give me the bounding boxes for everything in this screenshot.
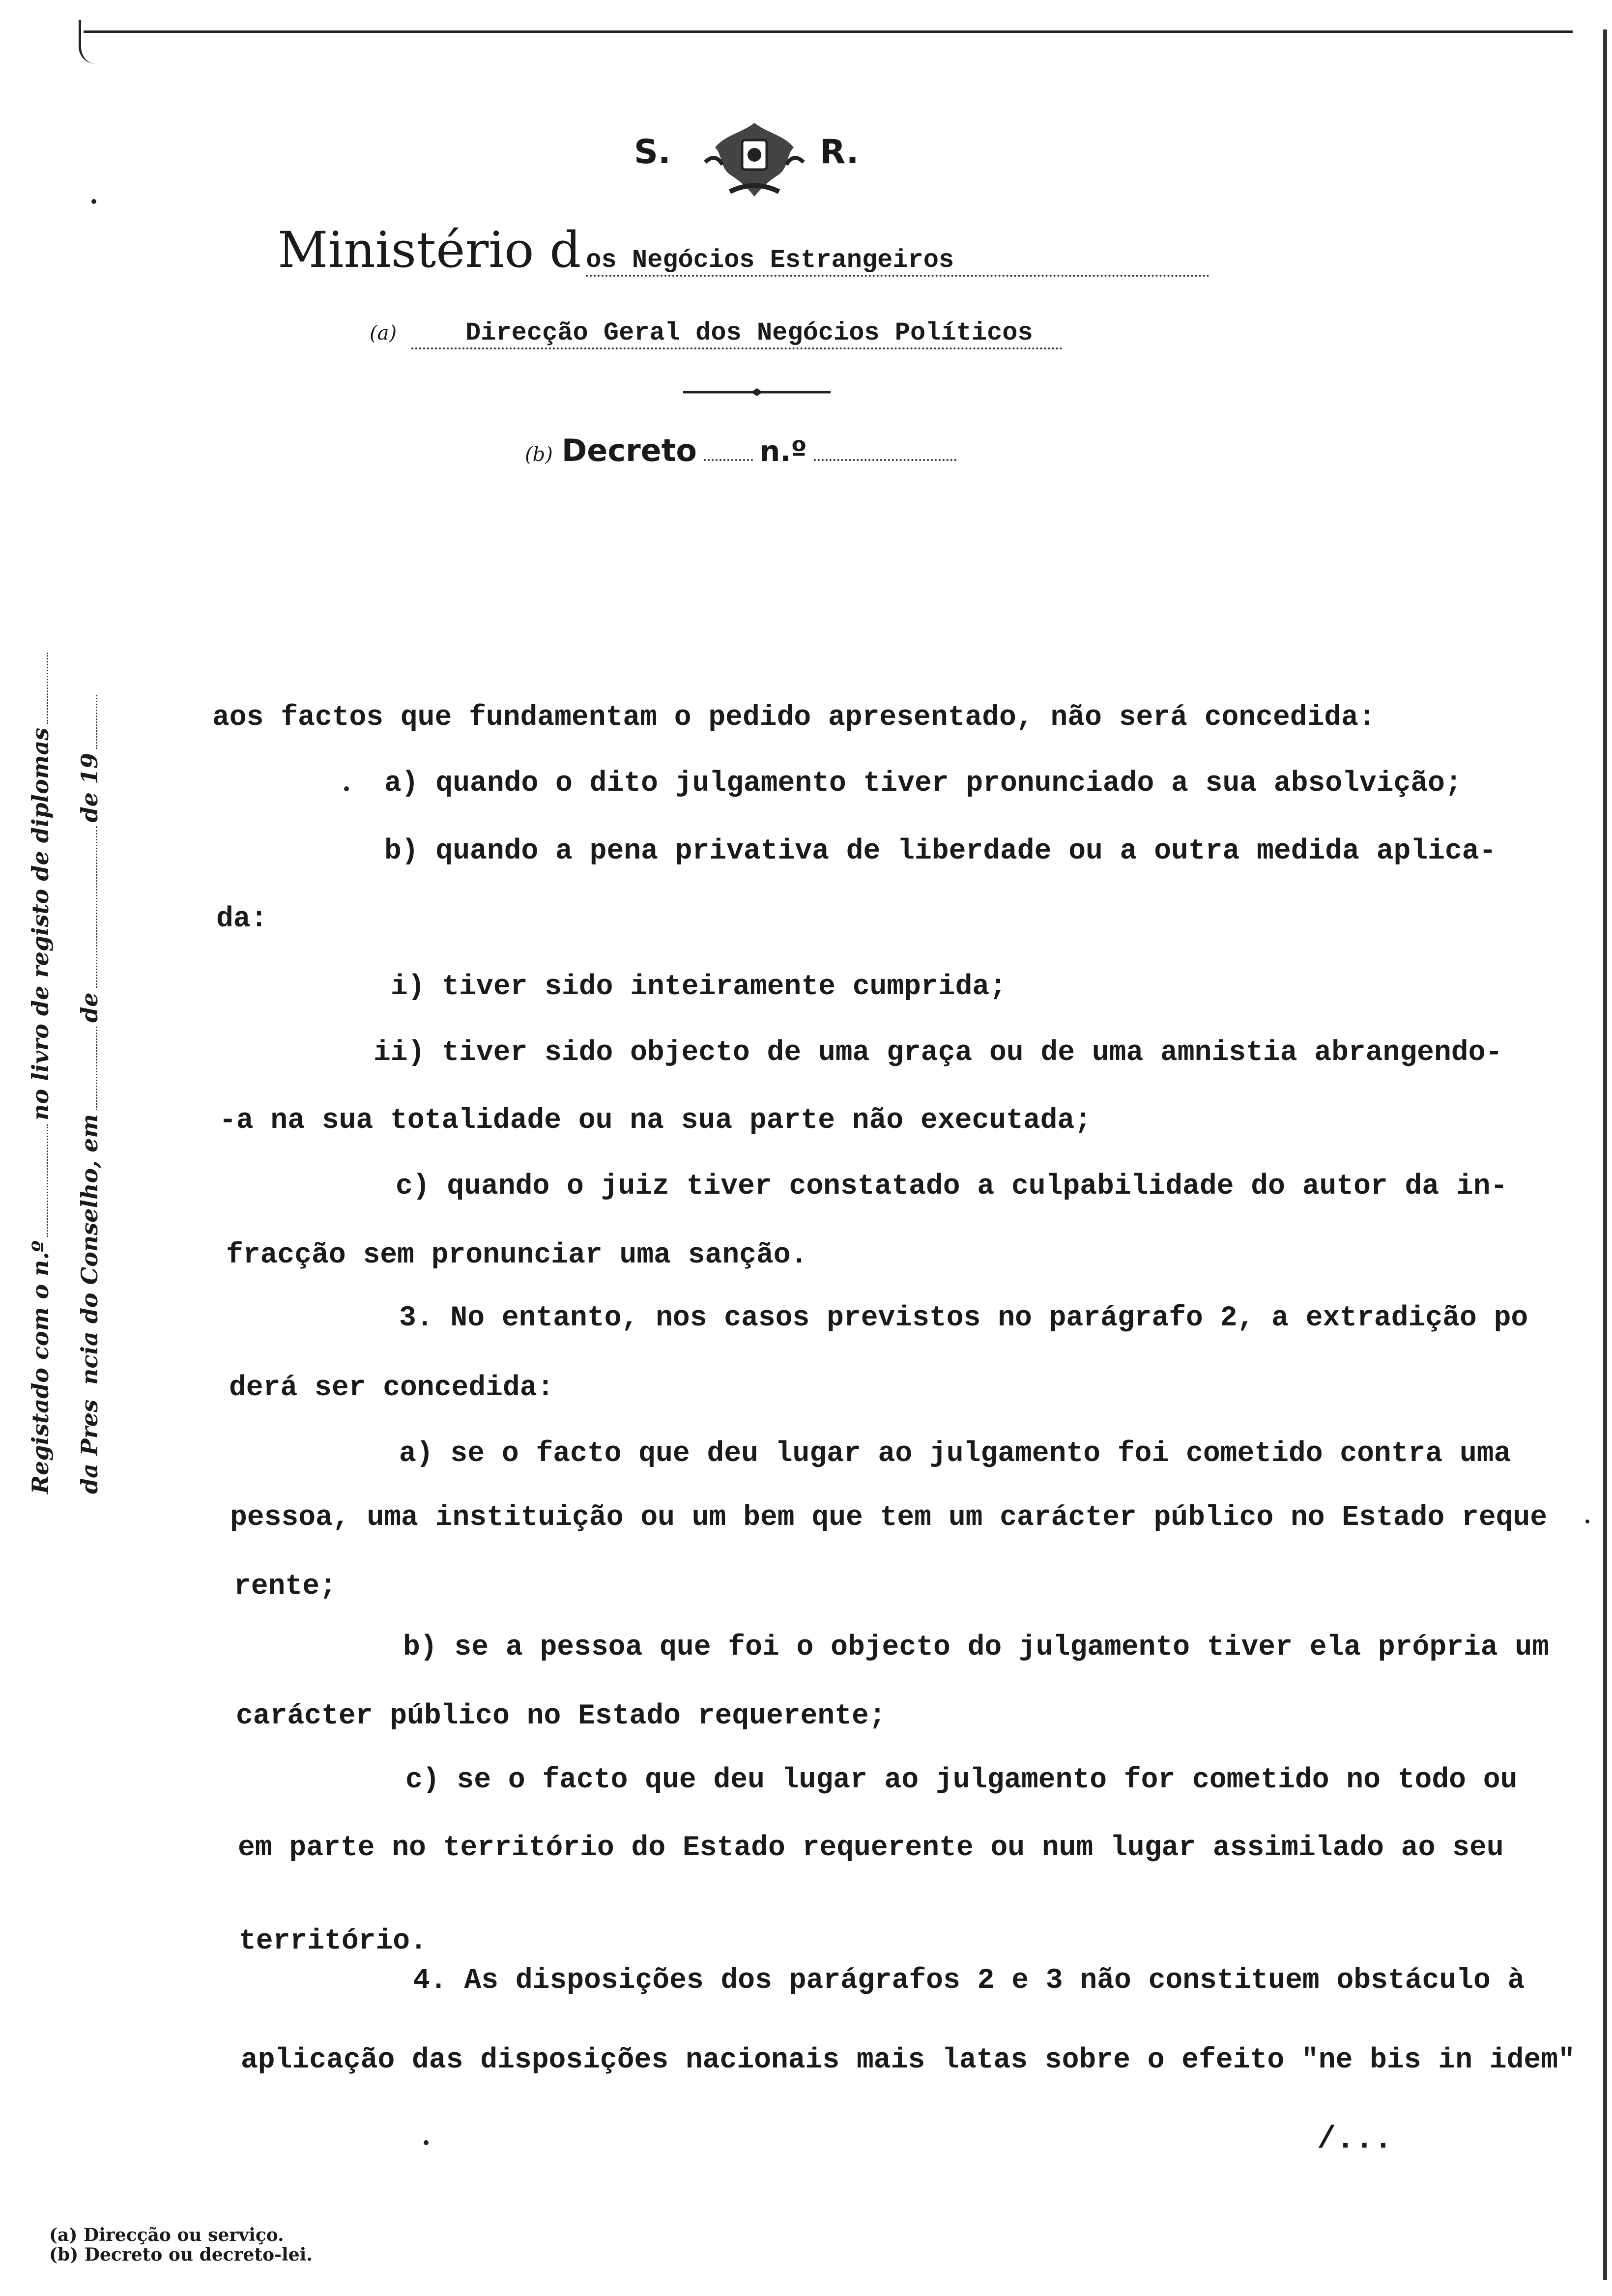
sidebar-year-blank [92, 695, 97, 749]
sidebar-livro-blank [43, 653, 48, 724]
direccao-name: Direcção Geral dos Negócios Políticos [411, 318, 1063, 349]
footnotes [49, 2225, 313, 2265]
body-line: rente; [234, 1571, 337, 1603]
coat-of-arms-icon [695, 118, 813, 201]
decreto-line [525, 432, 963, 468]
body-line: 3. No entanto, nos casos previstos no parágrafo 2, a extradição po [399, 1302, 1528, 1334]
ministry-name: os Negócios Estrangeiros [586, 246, 1209, 277]
body-line: ii) tiver sido objecto de uma graça ou de uma amnistia abrangendo- [374, 1037, 1503, 1069]
ministry-prefix: Ministério d [278, 221, 581, 279]
top-border-line [84, 30, 1573, 33]
continuation-mark: /... [1317, 2122, 1393, 2157]
body-line: território. [239, 1925, 427, 1957]
body-line: em parte no território do Estado requerente ou num lugar assimilado ao seu [238, 1832, 1504, 1864]
right-page-edge [1603, 29, 1607, 2280]
ministry-line [278, 221, 1209, 279]
body-line: pessoa, uma instituição ou um bem que tem um carácter público no Estado reque [230, 1502, 1548, 1534]
direccao-line [370, 318, 1063, 349]
body-line: i) tiver sido inteiramente cumprida; [391, 971, 1007, 1003]
decreto-number-label: n.º [759, 434, 807, 468]
body-line: b) se a pessoa que foi o objecto do julgamento tiver ela própria um [403, 1632, 1549, 1664]
footnote-b: (b) Decreto ou decreto-lei. [49, 2244, 313, 2265]
top-corner-mark [79, 20, 96, 64]
registration-sidebar [27, 649, 135, 1494]
scan-speck [91, 199, 96, 204]
body-line: a) se o facto que deu lugar ao julgamento foi cometido contra uma [399, 1438, 1511, 1470]
sidebar-presidencia-rest: ncia do Conselho, em [76, 1114, 103, 1385]
scan-speck [1585, 1520, 1589, 1523]
body-line: fracção sem pronunciar uma sanção. [226, 1239, 808, 1271]
body-line: carácter público no Estado requerente; [236, 1700, 886, 1732]
decreto-number-blank [814, 454, 956, 461]
header-r: R. [820, 133, 859, 172]
body-line: c) se o facto que deu lugar ao julgamento for cometido no todo ou [405, 1764, 1518, 1796]
decreto-type-blank [704, 454, 753, 461]
body-line: aos factos que fundamentam o pedido apresentado, não será concedida: [212, 702, 1376, 734]
body-line: a) quando o dito julgamento tiver pronunciado a sua absolvição; [384, 768, 1462, 800]
body-line: b) quando a pena privativa de liberdade ou a outra medida aplica- [384, 835, 1497, 867]
sidebar-number-blank [43, 1124, 48, 1237]
sidebar-year: de 19 [76, 753, 103, 823]
body-line: aplicação das disposições nacionais mais latas sobre o efeito "ne bis in idem" [241, 2044, 1575, 2076]
sidebar-line-1 [27, 649, 76, 1494]
sidebar-registado: Registado com o n.º [27, 1240, 54, 1494]
sidebar-line-2 [76, 649, 125, 1494]
ornament-divider [683, 388, 831, 396]
footnote-mark-a: (a) [370, 322, 397, 344]
sidebar-presidencia-start: da Pres [76, 1400, 103, 1494]
sidebar-de: de [76, 992, 103, 1023]
sidebar-day-blank [92, 1027, 97, 1110]
body-line: derá ser concedida: [229, 1372, 554, 1404]
decreto-label: Decreto [561, 432, 697, 468]
footnote-a: (a) Direcção ou serviço. [49, 2225, 284, 2245]
body-line: c) quando o juiz tiver constatado a culpabilidade do autor da in- [396, 1171, 1508, 1203]
footnote-mark-b: (b) [525, 443, 553, 466]
sidebar-livro: no livro de registo de diplomas [27, 727, 54, 1120]
header-s: S. [634, 133, 671, 172]
scan-speck [344, 786, 349, 791]
sidebar-month-blank [92, 826, 97, 988]
body-line: 4. As disposições dos parágrafos 2 e 3 não constituem obstáculo à [413, 1965, 1525, 1997]
body-line: -a na sua totalidade ou na sua parte não executada; [219, 1105, 1092, 1137]
scan-speck [424, 2140, 429, 2145]
body-line: da: [216, 903, 268, 935]
